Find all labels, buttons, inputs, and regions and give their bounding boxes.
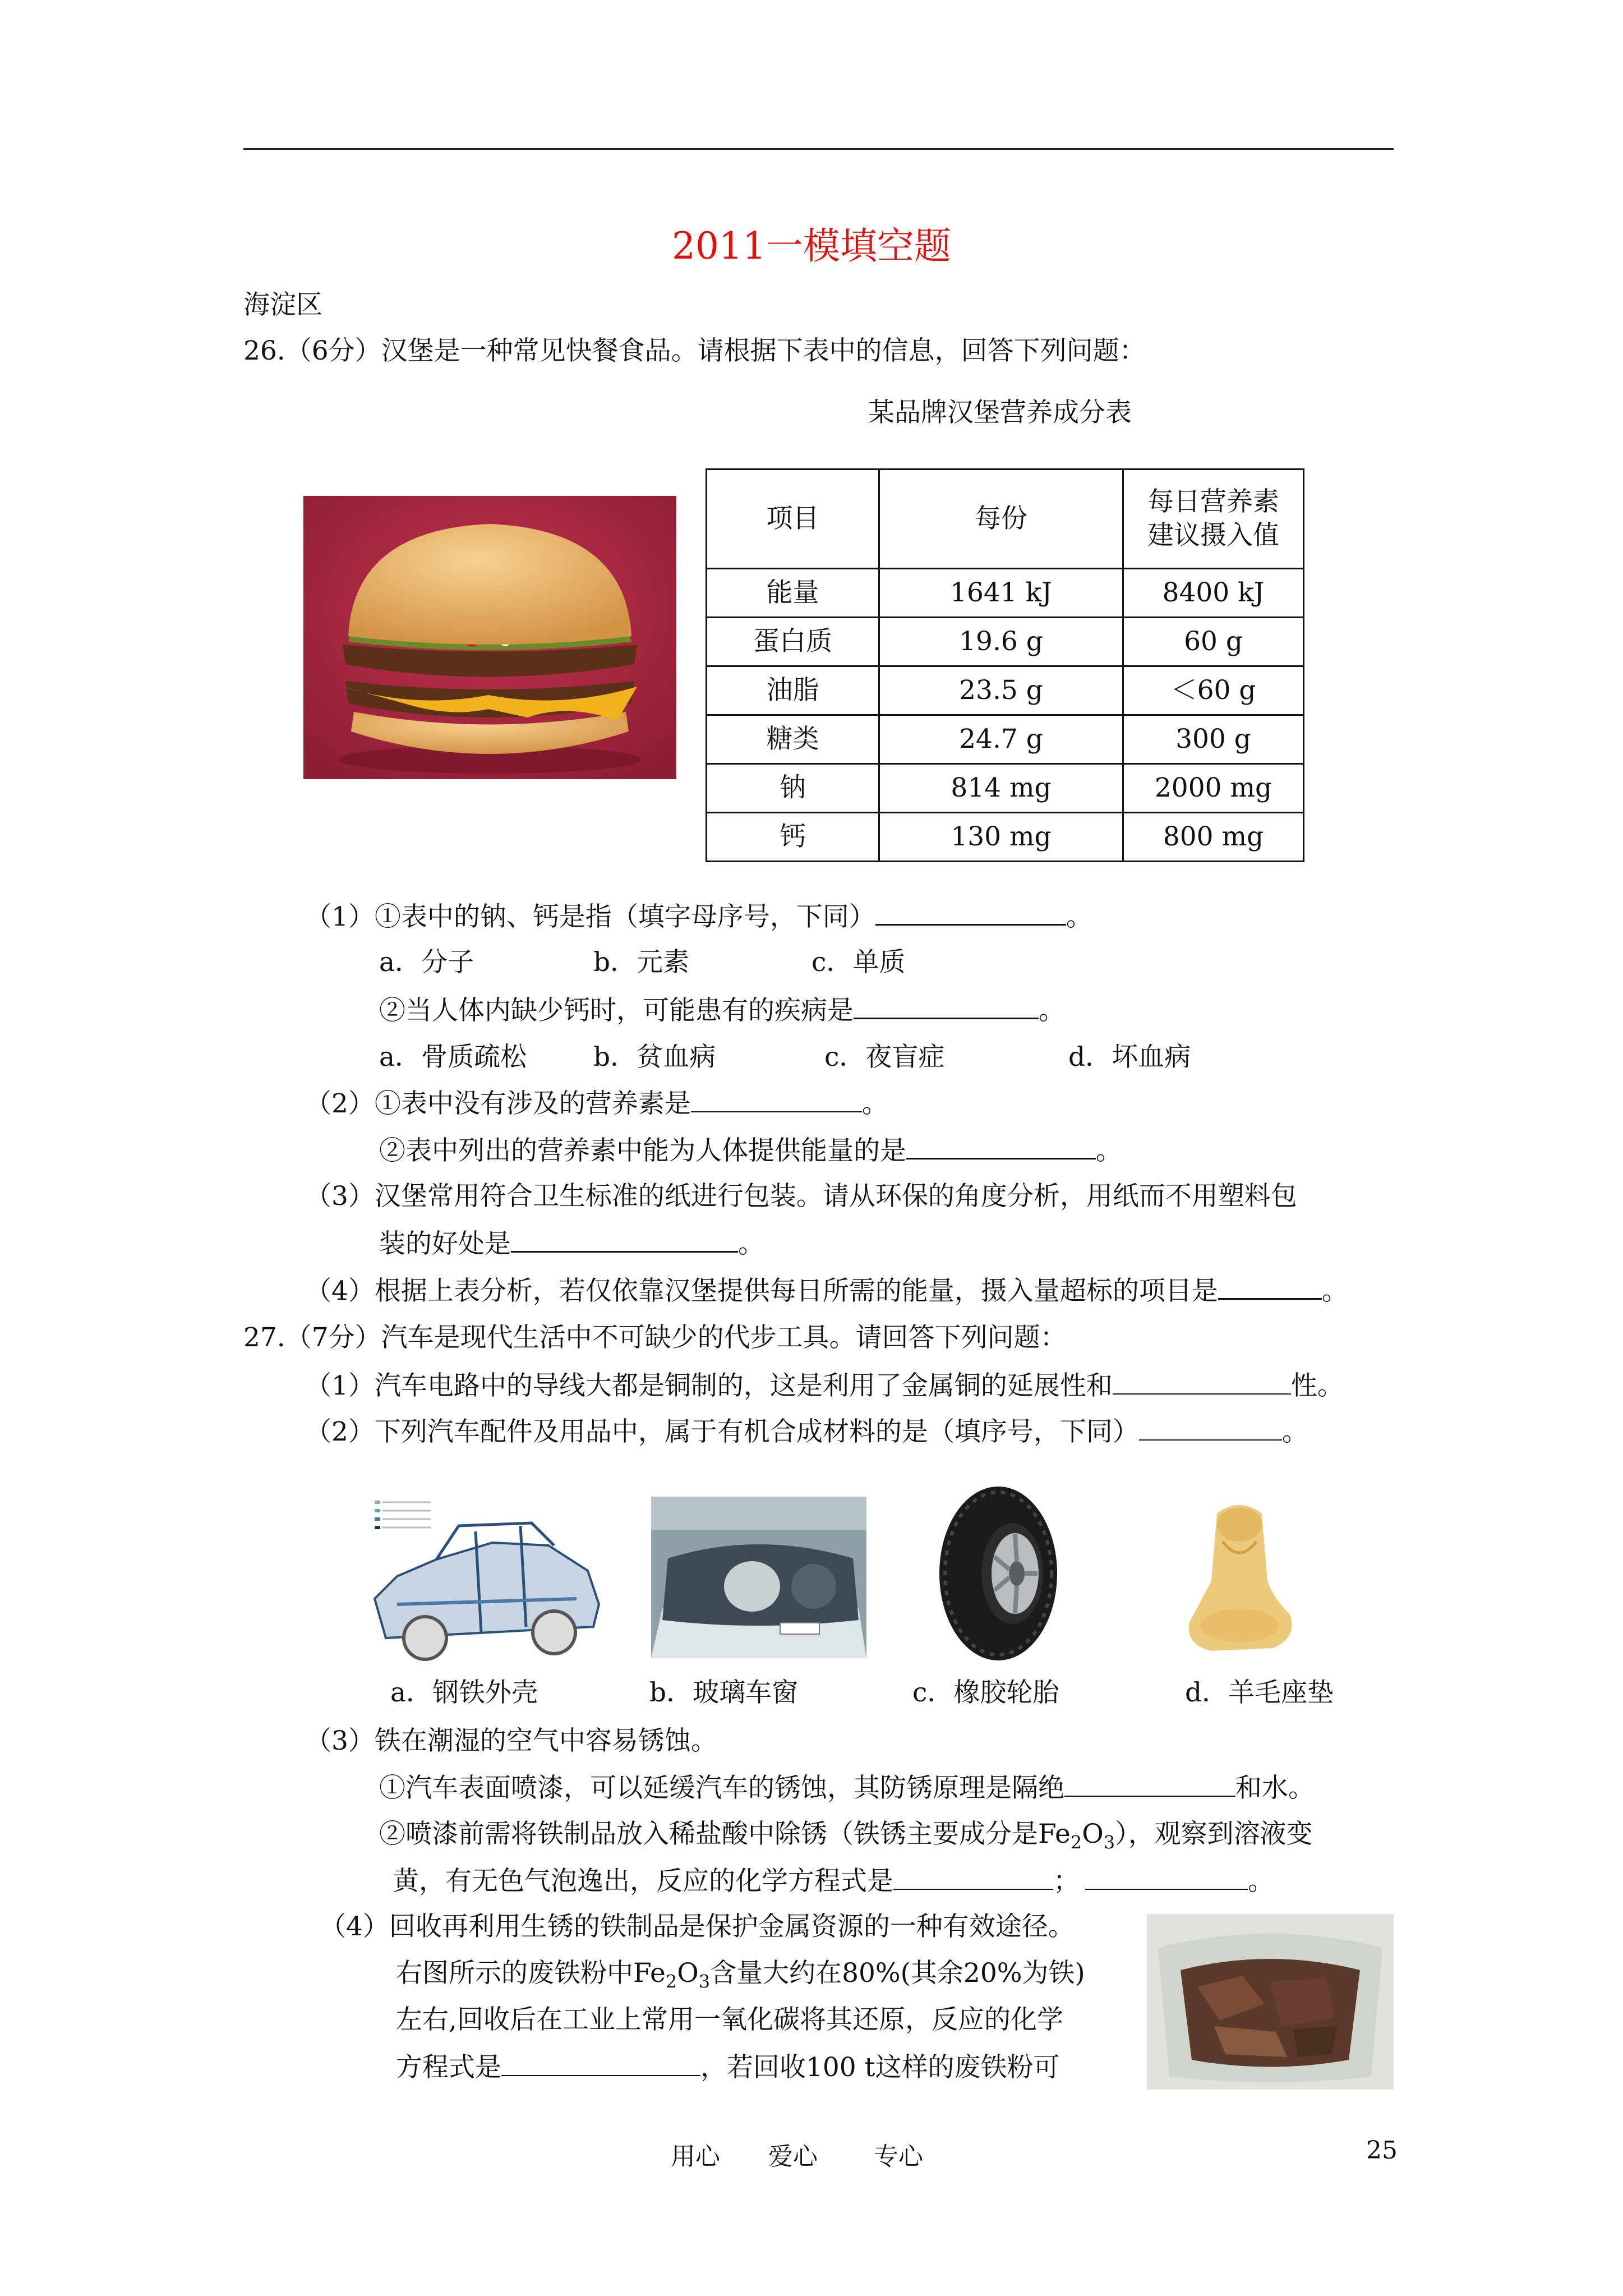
- q26-part2b: ②表中列出的营养素中能为人体提供能量的是 。: [379, 1133, 1122, 1168]
- answer-blank[interactable]: [1113, 1369, 1291, 1395]
- q26-stem: 26.（6分）汉堡是一种常见快餐食品。请根据下表中的信息，回答下列问题：: [243, 335, 1146, 366]
- q26-opt-c: c．单质: [811, 947, 906, 978]
- q26-part2a: （2）①表中没有涉及的营养素是 。: [305, 1087, 888, 1121]
- table-header-item: 项目: [707, 470, 879, 569]
- table-header-daily: 每日营养素 建议摄入值: [1123, 470, 1304, 569]
- q27-part4d: 方程式是 ，若回收100 t这样的废铁粉可: [396, 2050, 1060, 2085]
- table-cell: 钠: [707, 764, 879, 813]
- table-cell: 300 g: [1123, 715, 1304, 764]
- answer-blank[interactable]: [854, 993, 1039, 1019]
- footer-motto-3: 专心: [874, 2142, 923, 2171]
- q26-opt-c: c．夜盲症: [824, 1042, 945, 1073]
- table-cell: 23.5 g: [879, 666, 1123, 715]
- table-cell: 800 mg: [1123, 813, 1304, 862]
- q26-part1a: （1）①表中的钠、钙是指（填字母序号，下同） 。: [305, 899, 1092, 934]
- nutrition-table: [706, 468, 1304, 862]
- q26-part3b: 装的好处是 。: [379, 1226, 764, 1261]
- q27-stem: 27.（7分）汽车是现代生活中不可缺少的代步工具。请回答下列问题：: [243, 1322, 1067, 1353]
- table-row: [707, 618, 1304, 666]
- page-number: 25: [1366, 2136, 1398, 2165]
- hamburger-image: [303, 496, 676, 779]
- q27-part3a: ①汽车表面喷漆，可以延缓汽车的锈蚀，其防锈原理是隔绝 和水。: [379, 1771, 1315, 1805]
- table-cell: 蛋白质: [707, 618, 879, 666]
- answer-blank[interactable]: [1218, 1273, 1322, 1300]
- table-cell: 糖类: [707, 715, 879, 764]
- table-cell: 能量: [707, 569, 879, 618]
- q26-opt-a: a．骨质疏松: [379, 1042, 527, 1073]
- q27-part3b: ②喷漆前需将铁制品放入稀盐酸中除锈（铁锈主要成分是$Fe_2O_3$），观察到溶液变: [379, 1819, 1313, 1853]
- caption-b: b．玻璃车窗: [649, 1677, 799, 1708]
- district-label: 海淀区: [243, 289, 322, 320]
- table-cell: 1641 kJ: [879, 569, 1123, 618]
- q27-part1: （1）汽车电路中的导线大都是铜制的，这是利用了金属铜的延展性和 性。: [305, 1369, 1344, 1403]
- caption-a: a．钢铁外壳: [390, 1677, 538, 1708]
- car-frame-image: [363, 1492, 606, 1663]
- q26-part1b: ②当人体内缺少钙时，可能患有的疾病是 。: [379, 993, 1065, 1028]
- q26-opt-d: d．坏血病: [1068, 1042, 1191, 1073]
- q27-part4c: 左右,回收后在工业上常用一氧化碳将其还原，反应的化学: [396, 2004, 1063, 2035]
- answer-blank[interactable]: [511, 1226, 738, 1253]
- glass-window-image: [651, 1497, 866, 1658]
- table-cell: 油脂: [707, 666, 879, 715]
- answer-blank[interactable]: [893, 1864, 1053, 1890]
- table-cell: 24.7 g: [879, 715, 1123, 764]
- table-cell: ＜60 g: [1123, 666, 1304, 715]
- header-rule: [243, 148, 1394, 150]
- table-row: [707, 764, 1304, 813]
- q27-part2: （2）下列汽车配件及用品中，属于有机合成材料的是（填序号，下同） 。: [305, 1415, 1308, 1449]
- table-caption: 某品牌汉堡营养成分表: [868, 397, 1132, 428]
- caption-c: c．橡胶轮胎: [912, 1677, 1059, 1708]
- q26-opt-b: b．元素: [593, 947, 690, 978]
- footer-motto-1: 用心: [671, 2142, 720, 2171]
- table-row: [707, 813, 1304, 862]
- answer-blank[interactable]: [1139, 1415, 1282, 1441]
- answer-blank[interactable]: [875, 899, 1066, 926]
- q27-part4a: （4）回收再利用生锈的铁制品是保护金属资源的一种有效途径。: [320, 1911, 1075, 1942]
- q27-part4b: 右图所示的废铁粉中$Fe_2O_3$含量大约在80%(其余20%为铁): [396, 1958, 1085, 1993]
- page-title: 2011一模填空题: [672, 224, 951, 268]
- answer-blank[interactable]: [1064, 1771, 1235, 1797]
- table-cell: 19.6 g: [879, 618, 1123, 666]
- caption-d: d．羊毛座垫: [1185, 1677, 1334, 1708]
- answer-blank[interactable]: [691, 1087, 862, 1112]
- table-cell: 钙: [707, 813, 879, 862]
- table-row: [707, 569, 1304, 618]
- q27-part3c: 黄，有无色气泡逸出，反应的化学方程式是 ； 。: [393, 1864, 1274, 1898]
- iron-powder-image: [1147, 1914, 1394, 2090]
- table-cell: 814 mg: [879, 764, 1123, 813]
- table-row: [707, 715, 1304, 764]
- table-cell: 60 g: [1123, 618, 1304, 666]
- wool-seat-image: [1178, 1497, 1301, 1658]
- table-cell: 2000 mg: [1123, 764, 1304, 813]
- answer-blank[interactable]: [501, 2050, 700, 2076]
- table-header-per-serving: 每份: [879, 470, 1123, 569]
- q26-part3a: （3）汉堡常用符合卫生标准的纸进行包装。请从环保的角度分析，用纸而不用塑料包: [305, 1181, 1297, 1212]
- q26-part4: （4）根据上表分析，若仅依靠汉堡提供每日所需的能量，摄入量超标的项目是 。: [305, 1273, 1348, 1308]
- rubber-tire-image: [928, 1481, 1063, 1666]
- answer-blank[interactable]: [1085, 1864, 1248, 1890]
- table-cell: 8400 kJ: [1123, 569, 1304, 618]
- q26-opt-a: a．分子: [379, 947, 474, 978]
- table-cell: 130 mg: [879, 813, 1123, 862]
- q26-opt-b: b．贫血病: [593, 1042, 716, 1073]
- q27-part3: （3）铁在潮湿的空气中容易锈蚀。: [305, 1726, 717, 1756]
- answer-blank[interactable]: [906, 1133, 1096, 1159]
- footer-motto-2: 爱心: [768, 2142, 818, 2171]
- table-row: [707, 666, 1304, 715]
